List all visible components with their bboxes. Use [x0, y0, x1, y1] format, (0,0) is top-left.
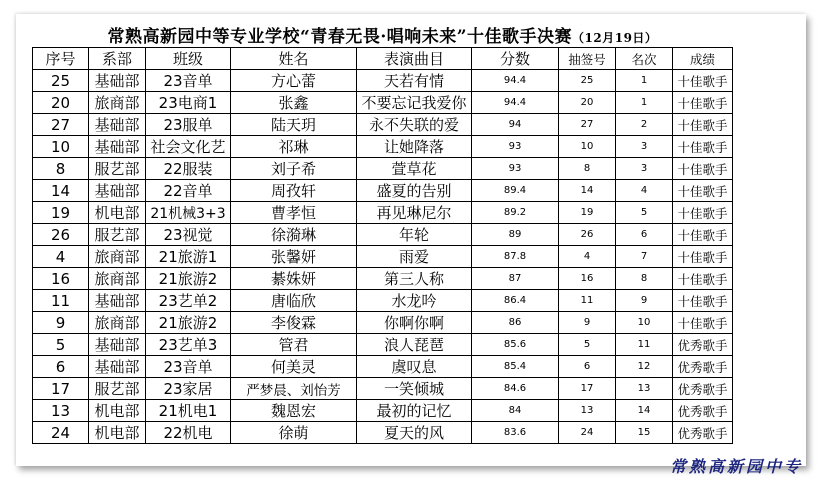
cell-class: 22机电 [146, 422, 231, 444]
cell-result: 十佳歌手 [673, 136, 733, 158]
cell-seq: 8 [33, 158, 89, 180]
cell-seq: 11 [33, 290, 89, 312]
cell-song: 让她降落 [357, 136, 472, 158]
cell-result: 十佳歌手 [673, 92, 733, 114]
cell-score: 94.4 [472, 92, 559, 114]
table-row [33, 136, 733, 158]
cell-dept: 服艺部 [89, 224, 146, 246]
cell-result: 十佳歌手 [673, 158, 733, 180]
cell-class: 23音单 [146, 356, 231, 378]
cell-name: 刘子希 [231, 158, 357, 180]
cell-class: 社会文化艺 [146, 136, 231, 158]
table-row [33, 92, 733, 114]
cell-rank: 8 [616, 268, 673, 290]
cell-seq: 13 [33, 400, 89, 422]
cell-rank: 1 [616, 92, 673, 114]
cell-seq: 25 [33, 70, 89, 92]
cell-rank: 13 [616, 378, 673, 400]
cell-seq: 4 [33, 246, 89, 268]
cell-name: 魏恩宏 [231, 400, 357, 422]
cell-class: 23艺单2 [146, 290, 231, 312]
cell-score: 89.4 [472, 180, 559, 202]
cell-song: 水龙吟 [357, 290, 472, 312]
cell-score: 93 [472, 158, 559, 180]
cell-score: 84 [472, 400, 559, 422]
table-row [33, 378, 733, 400]
cell-name: 管君 [231, 334, 357, 356]
cell-result: 十佳歌手 [673, 312, 733, 334]
cell-draw: 9 [559, 312, 616, 334]
cell-draw: 6 [559, 356, 616, 378]
column-header: 姓名 [231, 48, 357, 70]
cell-result: 优秀歌手 [673, 378, 733, 400]
cell-song: 虞叹息 [357, 356, 472, 378]
cell-song: 天若有情 [357, 70, 472, 92]
cell-score: 94 [472, 114, 559, 136]
cell-draw: 19 [559, 202, 616, 224]
cell-class: 23服单 [146, 114, 231, 136]
cell-score: 84.6 [472, 378, 559, 400]
cell-dept: 基础部 [89, 334, 146, 356]
cell-dept: 基础部 [89, 180, 146, 202]
cell-name: 方心蕾 [231, 70, 357, 92]
cell-score: 86.4 [472, 290, 559, 312]
cell-song: 浪人琵琶 [357, 334, 472, 356]
cell-seq: 27 [33, 114, 89, 136]
cell-dept: 基础部 [89, 136, 146, 158]
cell-dept: 基础部 [89, 70, 146, 92]
cell-class: 22服装 [146, 158, 231, 180]
title-date: （12月19日） [572, 31, 658, 45]
cell-song: 年轮 [357, 224, 472, 246]
cell-result: 十佳歌手 [673, 114, 733, 136]
table-row [33, 422, 733, 444]
cell-seq: 14 [33, 180, 89, 202]
cell-class: 21机电1 [146, 400, 231, 422]
cell-class: 21旅游1 [146, 246, 231, 268]
cell-name: 曹孝恒 [231, 202, 357, 224]
cell-rank: 6 [616, 224, 673, 246]
table-row [33, 268, 733, 290]
cell-draw: 4 [559, 246, 616, 268]
cell-rank: 2 [616, 114, 673, 136]
column-header: 表演曲目 [357, 48, 472, 70]
cell-score: 85.6 [472, 334, 559, 356]
cell-name: 何美灵 [231, 356, 357, 378]
cell-class: 23音单 [146, 70, 231, 92]
cell-name: 陆天玥 [231, 114, 357, 136]
cell-draw: 25 [559, 70, 616, 92]
cell-dept: 基础部 [89, 290, 146, 312]
cell-name: 祁琳 [231, 136, 357, 158]
school-watermark: 常熟高新园中专 [670, 457, 804, 476]
cell-result: 十佳歌手 [673, 70, 733, 92]
table-row [33, 400, 733, 422]
cell-name: 徐萌 [231, 422, 357, 444]
cell-seq: 16 [33, 268, 89, 290]
cell-result: 十佳歌手 [673, 224, 733, 246]
cell-result: 优秀歌手 [673, 334, 733, 356]
cell-result: 十佳歌手 [673, 246, 733, 268]
table-row [33, 158, 733, 180]
cell-score: 85.4 [472, 356, 559, 378]
cell-song: 一笑倾城 [357, 378, 472, 400]
cell-result: 十佳歌手 [673, 290, 733, 312]
table-row [33, 70, 733, 92]
cell-song: 你啊你啊 [357, 312, 472, 334]
table-row [33, 290, 733, 312]
cell-result: 优秀歌手 [673, 356, 733, 378]
cell-draw: 8 [559, 158, 616, 180]
cell-result: 十佳歌手 [673, 180, 733, 202]
cell-song: 萱草花 [357, 158, 472, 180]
cell-rank: 15 [616, 422, 673, 444]
cell-result: 十佳歌手 [673, 268, 733, 290]
cell-result: 优秀歌手 [673, 422, 733, 444]
cell-name: 严梦晨、刘怡芳 [231, 378, 357, 400]
cell-dept: 旅商部 [89, 92, 146, 114]
column-header: 成绩 [673, 48, 733, 70]
table-row [33, 114, 733, 136]
cell-score: 83.6 [472, 422, 559, 444]
cell-name: 徐漪琳 [231, 224, 357, 246]
cell-rank: 9 [616, 290, 673, 312]
cell-score: 93 [472, 136, 559, 158]
cell-score: 89 [472, 224, 559, 246]
cell-draw: 14 [559, 180, 616, 202]
table-row [33, 202, 733, 224]
cell-rank: 4 [616, 180, 673, 202]
cell-result: 优秀歌手 [673, 400, 733, 422]
title-text: 常熟高新园中等专业学校“青春无畏·唱响未来”十佳歌手决赛 [107, 27, 573, 47]
cell-dept: 旅商部 [89, 268, 146, 290]
cell-rank: 3 [616, 158, 673, 180]
cell-seq: 20 [33, 92, 89, 114]
cell-rank: 10 [616, 312, 673, 334]
cell-seq: 24 [33, 422, 89, 444]
cell-dept: 基础部 [89, 356, 146, 378]
table-row [33, 312, 733, 334]
cell-seq: 9 [33, 312, 89, 334]
column-header: 分数 [472, 48, 559, 70]
cell-result: 十佳歌手 [673, 202, 733, 224]
cell-class: 21旅游2 [146, 268, 231, 290]
cell-score: 87 [472, 268, 559, 290]
cell-draw: 11 [559, 290, 616, 312]
cell-class: 21旅游2 [146, 312, 231, 334]
cell-class: 23家居 [146, 378, 231, 400]
cell-seq: 5 [33, 334, 89, 356]
cell-class: 22音单 [146, 180, 231, 202]
cell-name: 綦姝妍 [231, 268, 357, 290]
table-row [33, 334, 733, 356]
cell-song: 最初的记忆 [357, 400, 472, 422]
cell-seq: 19 [33, 202, 89, 224]
cell-dept: 旅商部 [89, 312, 146, 334]
cell-dept: 机电部 [89, 400, 146, 422]
table-title [33, 22, 733, 48]
cell-song: 永不失联的爱 [357, 114, 472, 136]
header-row [33, 48, 733, 70]
cell-song: 第三人称 [357, 268, 472, 290]
cell-draw: 20 [559, 92, 616, 114]
cell-dept: 旅商部 [89, 246, 146, 268]
table-row [33, 246, 733, 268]
cell-seq: 17 [33, 378, 89, 400]
cell-draw: 13 [559, 400, 616, 422]
cell-song: 不要忘记我爱你 [357, 92, 472, 114]
cell-song: 盛夏的告别 [357, 180, 472, 202]
cell-draw: 17 [559, 378, 616, 400]
table-row [33, 224, 733, 246]
cell-song: 雨爱 [357, 246, 472, 268]
cell-dept: 服艺部 [89, 378, 146, 400]
cell-class: 23视觉 [146, 224, 231, 246]
title-row [33, 22, 733, 48]
cell-rank: 14 [616, 400, 673, 422]
cell-score: 89.2 [472, 202, 559, 224]
cell-rank: 11 [616, 334, 673, 356]
cell-draw: 10 [559, 136, 616, 158]
table-row [33, 356, 733, 378]
cell-dept: 机电部 [89, 422, 146, 444]
cell-draw: 24 [559, 422, 616, 444]
cell-name: 周孜轩 [231, 180, 357, 202]
column-header: 名次 [616, 48, 673, 70]
cell-draw: 26 [559, 224, 616, 246]
cell-rank: 12 [616, 356, 673, 378]
results-table [32, 22, 733, 444]
cell-draw: 27 [559, 114, 616, 136]
cell-name: 唐临欣 [231, 290, 357, 312]
cell-dept: 机电部 [89, 202, 146, 224]
cell-score: 87.8 [472, 246, 559, 268]
cell-rank: 7 [616, 246, 673, 268]
cell-score: 94.4 [472, 70, 559, 92]
cell-seq: 6 [33, 356, 89, 378]
cell-dept: 基础部 [89, 114, 146, 136]
cell-name: 张鑫 [231, 92, 357, 114]
cell-class: 21机械3+3 [146, 202, 231, 224]
cell-rank: 3 [616, 136, 673, 158]
cell-dept: 服艺部 [89, 158, 146, 180]
cell-rank: 1 [616, 70, 673, 92]
cell-draw: 5 [559, 334, 616, 356]
cell-seq: 10 [33, 136, 89, 158]
cell-song: 再见琳尼尔 [357, 202, 472, 224]
cell-class: 23艺单3 [146, 334, 231, 356]
table-row [33, 180, 733, 202]
cell-name: 张馨妍 [231, 246, 357, 268]
cell-song: 夏天的风 [357, 422, 472, 444]
column-header: 序号 [33, 48, 89, 70]
column-header: 系部 [89, 48, 146, 70]
cell-rank: 5 [616, 202, 673, 224]
cell-seq: 26 [33, 224, 89, 246]
cell-score: 86 [472, 312, 559, 334]
cell-class: 23电商1 [146, 92, 231, 114]
column-header: 抽签号 [559, 48, 616, 70]
column-header: 班级 [146, 48, 231, 70]
cell-draw: 16 [559, 268, 616, 290]
cell-name: 李俊霖 [231, 312, 357, 334]
